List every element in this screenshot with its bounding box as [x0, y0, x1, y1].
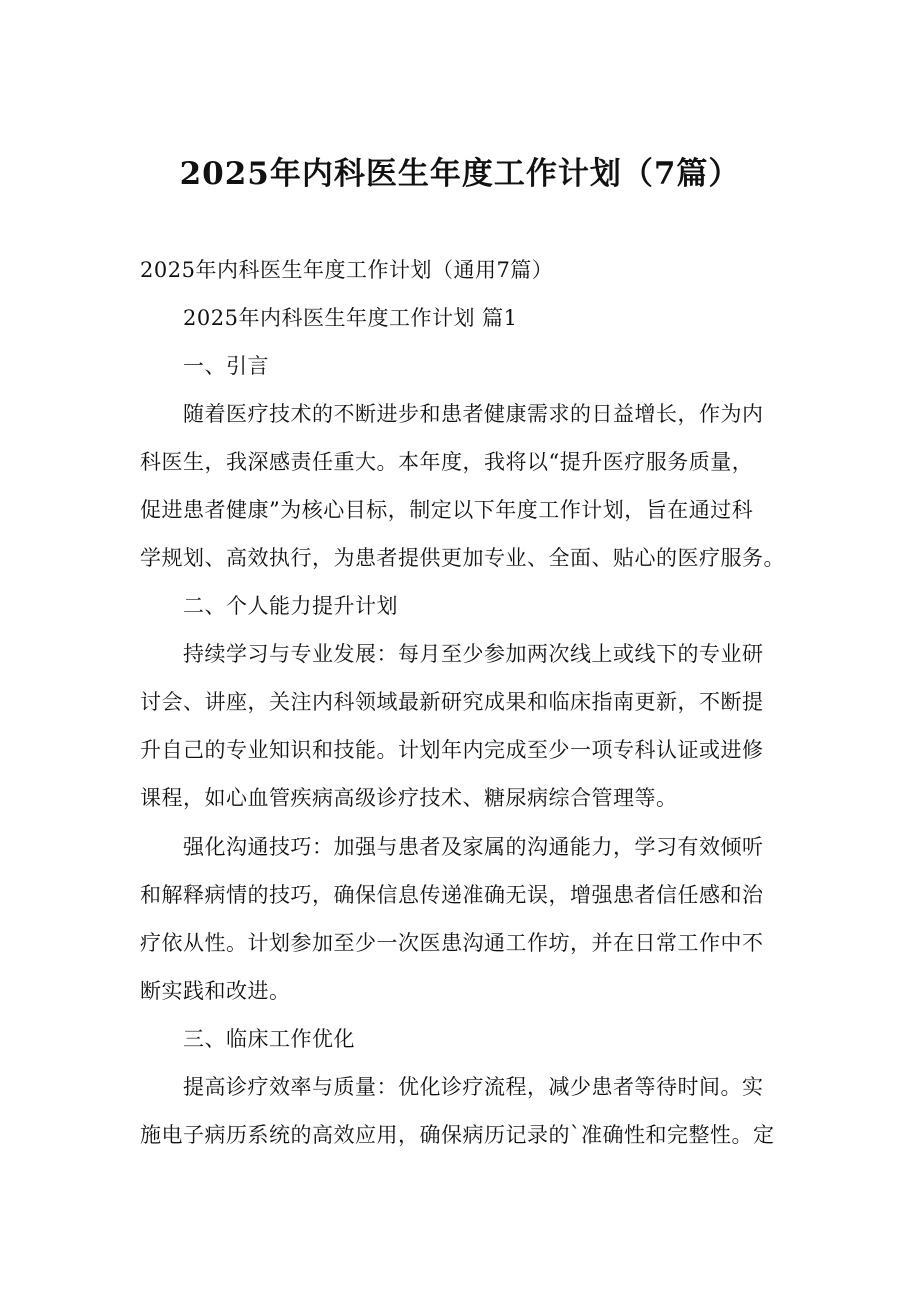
para3-line: 和解释病情的技巧，确保信息传递准确无误，增强患者信任感和治 — [140, 883, 764, 907]
para1-line: 随着医疗技术的不断进步和患者健康需求的日益增长，作为内 — [183, 402, 764, 426]
section1-heading: 一、引言 — [183, 354, 269, 378]
para3-line: 疗依从性。计划参加至少一次医患沟通工作坊，并在日常工作中不 — [140, 931, 764, 955]
para1-line: 学规划、高效执行，为患者提供更加专业、全面、贴心的医疗服务。 — [140, 546, 785, 570]
section3-heading: 三、临床工作优化 — [183, 1027, 355, 1051]
para3-line: 断实践和改进。 — [140, 979, 291, 1003]
para1-line: 促进患者健康”为核心目标，制定以下年度工作计划，旨在通过科 — [140, 498, 754, 522]
para2-line: 持续学习与专业发展：每月至少参加两次线上或线下的专业研 — [183, 642, 764, 666]
para2-line: 课程，如心血管疾病高级诊疗技术、糖尿病综合管理等。 — [140, 786, 678, 810]
article-heading: 2025年内科医生年度工作计划 篇1 — [183, 306, 518, 330]
para2-line: 升自己的专业知识和技能。计划年内完成至少一项专科认证或进修 — [140, 738, 764, 762]
para3-line: 强化沟通技巧：加强与患者及家属的沟通能力，学习有效倾听 — [183, 835, 764, 859]
para4-line: 提高诊疗效率与质量：优化诊疗流程，减少患者等待时间。实 — [183, 1075, 764, 1099]
subtitle: 2025年内科医生年度工作计划（通用7篇） — [140, 258, 554, 282]
para4-line: 施电子病历系统的高效应用，确保病历记录的`准确性和完整性。定 — [140, 1123, 775, 1147]
document-title: 2025年内科医生年度工作计划（7篇） — [179, 156, 741, 192]
section2-heading: 二、个人能力提升计划 — [183, 594, 398, 618]
para1-line: 科医生，我深感责任重大。本年度，我将以“提升医疗服务质量， — [140, 450, 754, 474]
para2-line: 讨会、讲座，关注内科领域最新研究成果和临床指南更新，不断提 — [140, 690, 764, 714]
